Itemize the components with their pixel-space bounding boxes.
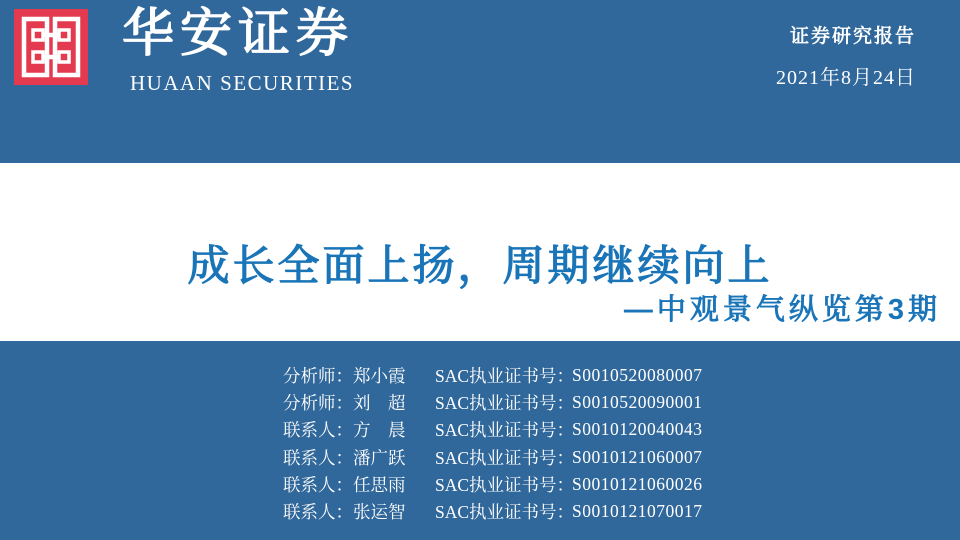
cert-label: SAC执业证书号：	[435, 366, 575, 387]
analyst-row	[283, 389, 702, 416]
analyst-name: 郑小霞	[353, 366, 406, 387]
analyst-name: 潘广跃	[353, 447, 406, 468]
cert-label: SAC执业证书号：	[435, 502, 575, 523]
analyst-role: 分析师：	[283, 366, 353, 387]
cert-label: SAC执业证书号：	[435, 447, 575, 468]
analyst-name: 刘 超	[353, 393, 406, 414]
report-type-label: 证券研究报告	[789, 26, 916, 47]
cert-label: SAC执业证书号：	[435, 474, 575, 495]
cert-number: S0010520090001	[572, 392, 703, 413]
cert-number: S0010121060026	[572, 473, 703, 494]
analyst-row	[283, 362, 702, 389]
report-date: 2021年8月24日	[776, 67, 916, 89]
cert-label: SAC执业证书号：	[435, 420, 575, 441]
analyst-role: 分析师：	[283, 393, 353, 414]
cert-label: SAC执业证书号：	[435, 393, 575, 414]
analyst-row	[283, 498, 702, 525]
analyst-row	[283, 416, 702, 443]
analyst-name: 张运智	[353, 502, 406, 523]
analysts-table	[283, 362, 702, 525]
report-subtitle: —中观景气纵览第3期	[623, 294, 941, 326]
analyst-role: 联系人：	[283, 474, 353, 495]
cert-number: S0010520080007	[572, 365, 703, 386]
analyst-name: 任思雨	[353, 474, 406, 495]
brand-name-english: HUAAN SECURITIES	[130, 71, 355, 95]
analyst-role: 联系人：	[283, 502, 353, 523]
header-right	[776, 21, 916, 90]
report-title: 成长全面上扬，周期继续向上	[187, 242, 773, 289]
analyst-name: 方 晨	[353, 420, 406, 441]
cert-number: S0010121060007	[572, 446, 703, 467]
cert-number: S0010120040043	[572, 419, 703, 440]
analyst-role: 联系人：	[283, 447, 353, 468]
brand-name-chinese: 华安证券	[122, 6, 355, 63]
analyst-row	[283, 444, 702, 471]
huaan-logo-icon	[14, 9, 88, 85]
cert-number: S0010121070017	[572, 501, 703, 522]
analyst-role: 联系人：	[283, 420, 353, 441]
analyst-row	[283, 471, 702, 498]
